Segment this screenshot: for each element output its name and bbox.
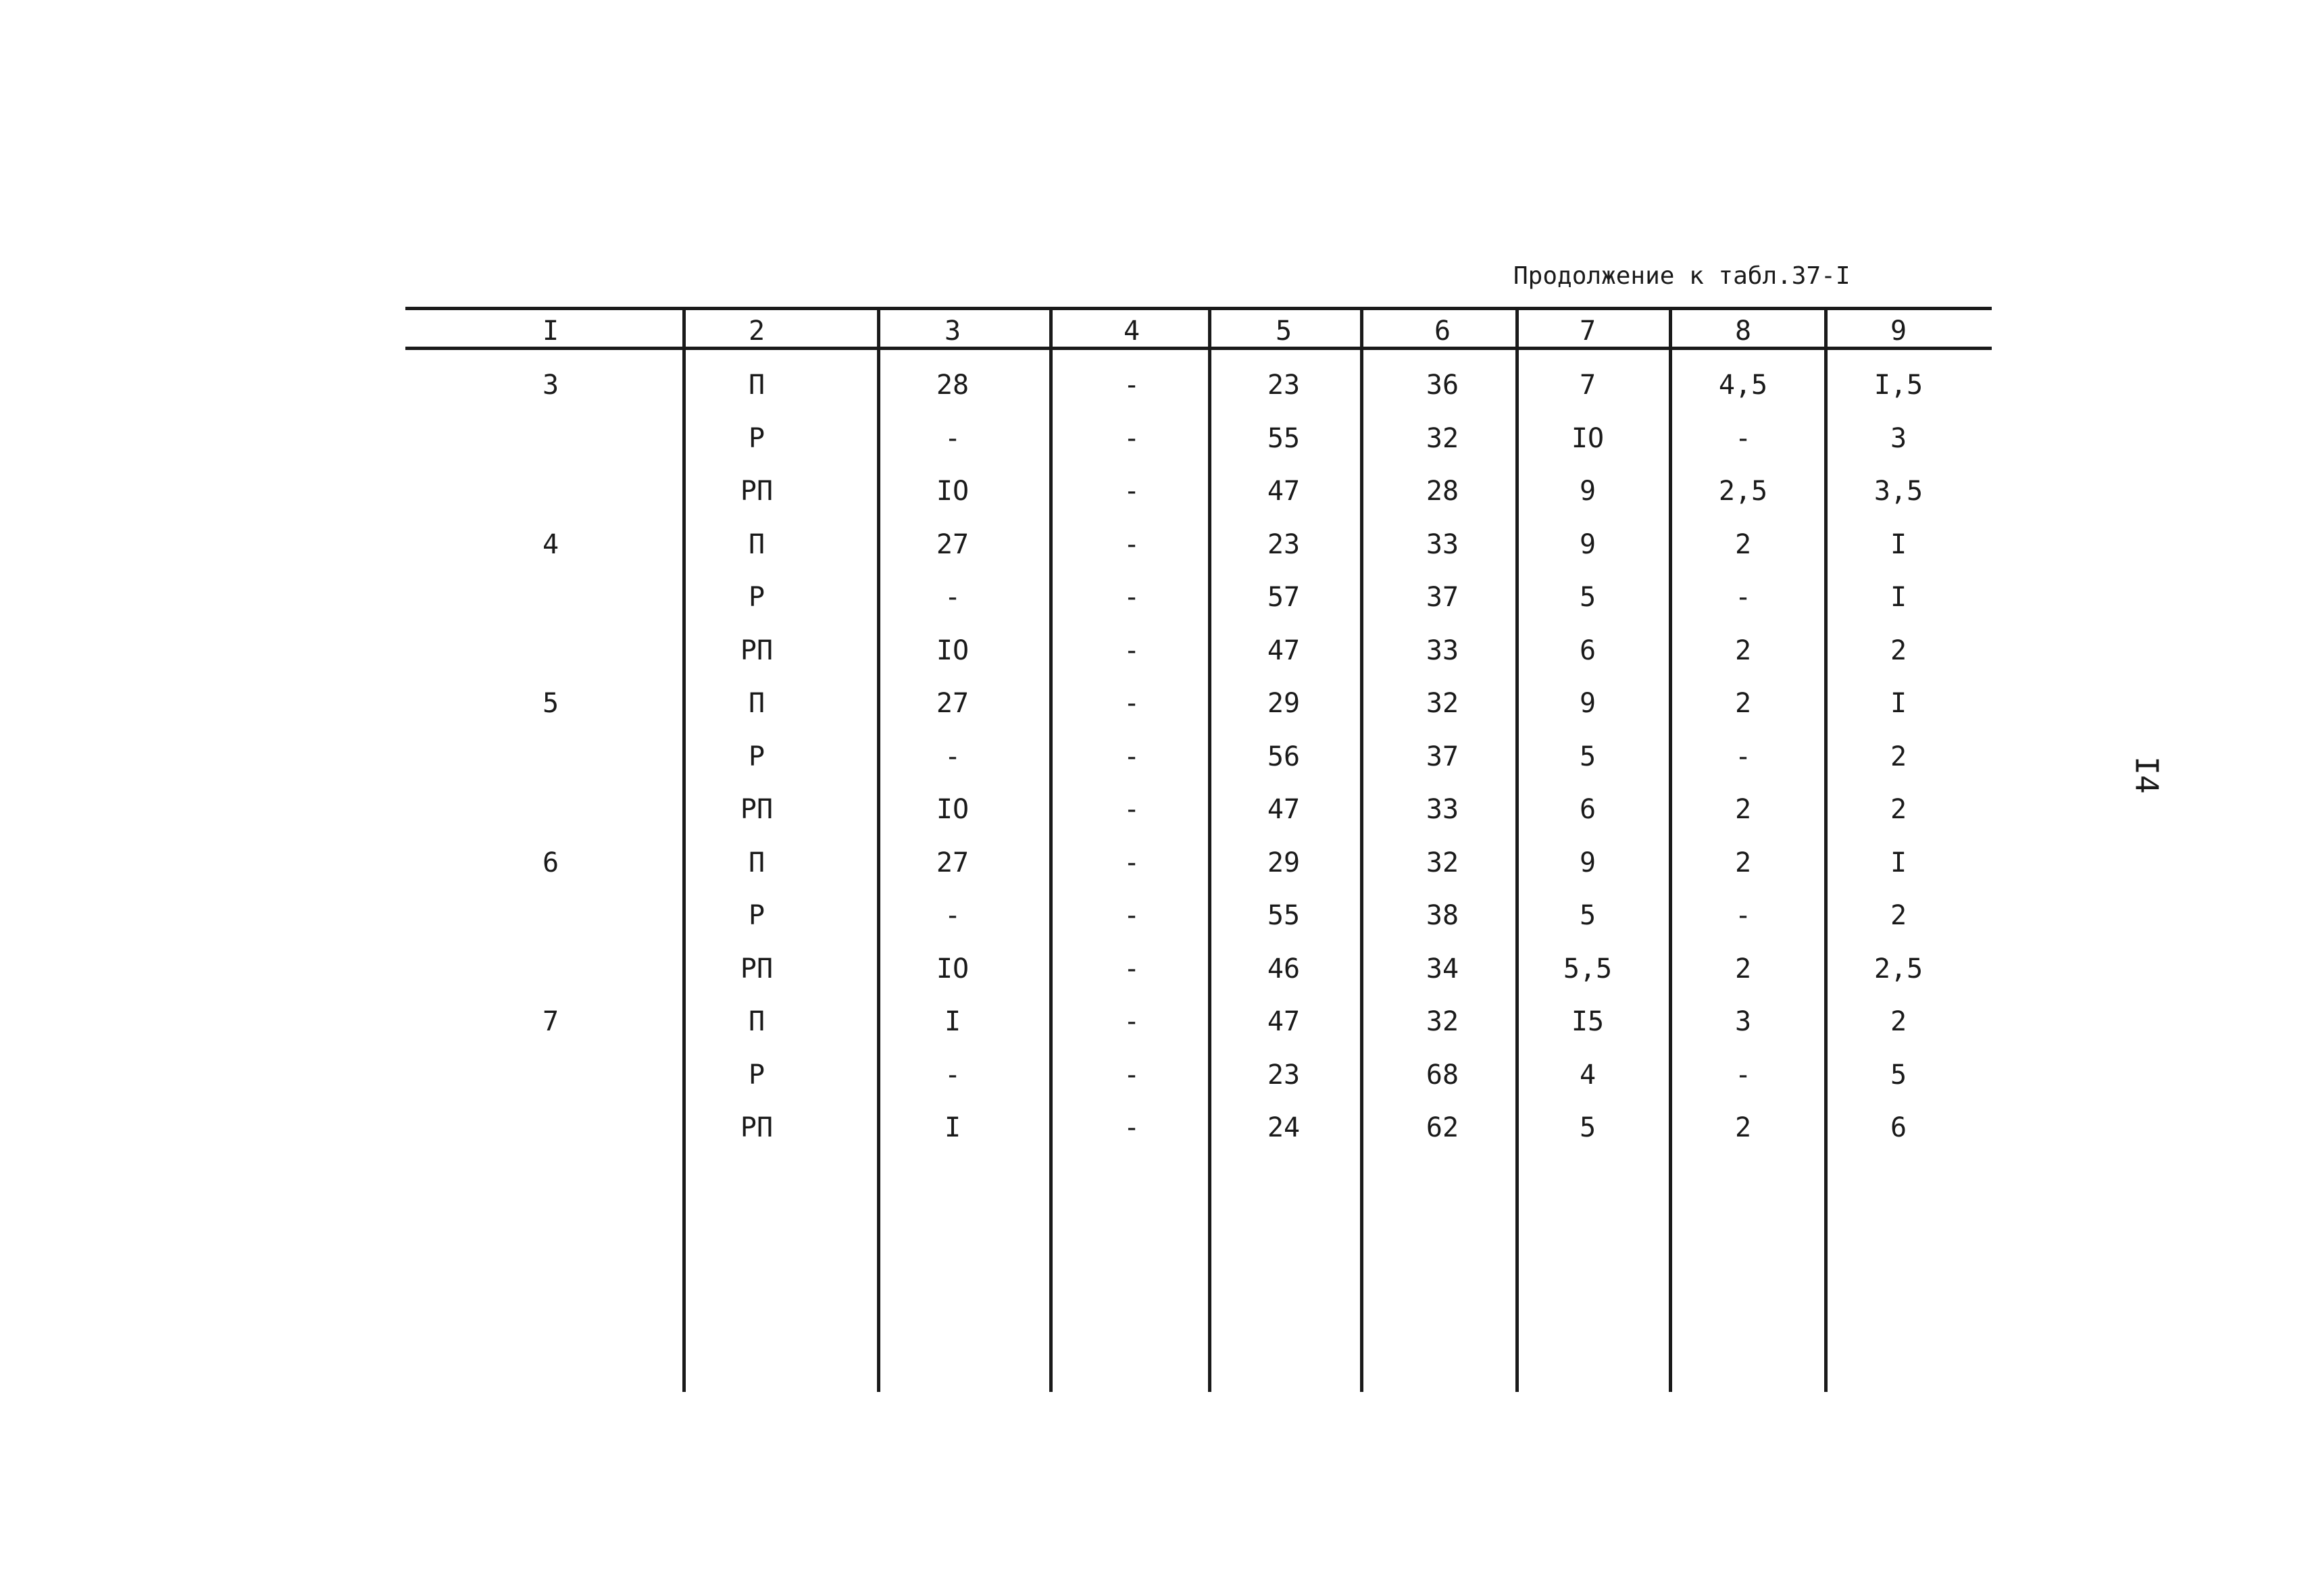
table-cell: I [1890, 847, 1907, 878]
table-cell: П [748, 847, 765, 878]
table-cell: 37 [1426, 582, 1459, 613]
table-cell: - [1123, 370, 1140, 401]
table-cell: 9 [1579, 528, 1596, 560]
table-cell: 47 [1267, 1006, 1301, 1037]
table-cell: 28 [1426, 476, 1459, 507]
table-cell: - [1734, 422, 1752, 454]
table-cell: 27 [936, 528, 970, 560]
table-cell: 33 [1426, 794, 1459, 825]
table-cell: 62 [1426, 1112, 1459, 1143]
table-cell: 9 [1579, 476, 1596, 507]
table-cell: - [1123, 794, 1140, 825]
column-divider [1669, 307, 1672, 1392]
table-cell: 6 [1579, 794, 1596, 825]
column-divider [1208, 307, 1211, 1392]
table-cell: 6 [1579, 634, 1596, 666]
column-divider [1824, 307, 1828, 1392]
table-cell: 5 [1579, 582, 1596, 613]
table-cell: П [748, 688, 765, 719]
table-cell: 47 [1267, 794, 1301, 825]
table-cell: - [1123, 953, 1140, 984]
table-cell: I [944, 1006, 961, 1037]
table-cell: IO [936, 953, 970, 984]
table-cell: 5,5 [1563, 953, 1613, 984]
table-cell: - [944, 1059, 961, 1091]
table-cell: 2 [1734, 847, 1752, 878]
column-header: 9 [1890, 316, 1907, 347]
column-divider [1515, 307, 1519, 1392]
table-cell: 7 [1579, 370, 1596, 401]
table-cell: 55 [1267, 900, 1301, 931]
table-cell: 33 [1426, 634, 1459, 666]
table-cell: 3 [542, 370, 559, 401]
table-cell: П [748, 370, 765, 401]
table-cell: - [1123, 634, 1140, 666]
column-header: 4 [1123, 316, 1140, 347]
column-divider [877, 307, 880, 1392]
table-cell: 2,5 [1873, 953, 1923, 984]
table-cell: 28 [936, 370, 970, 401]
table-cell: 27 [936, 688, 970, 719]
table-cell: 32 [1426, 847, 1459, 878]
table-cell: 55 [1267, 422, 1301, 454]
table-cell: 5 [1579, 1112, 1596, 1143]
table-cell: 2 [1734, 1112, 1752, 1143]
table-cell: 6 [542, 847, 559, 878]
table-cell: 23 [1267, 1059, 1301, 1091]
table-cell: IO [936, 634, 970, 666]
table-cell: 4 [1579, 1059, 1596, 1091]
table-cell: П [748, 528, 765, 560]
table-cell: - [1123, 900, 1140, 931]
column-header: 3 [944, 316, 961, 347]
table-cell: 3,5 [1873, 476, 1923, 507]
table-cell: 5 [542, 688, 559, 719]
table-cell: IO [1571, 422, 1605, 454]
table-cell: Р [748, 900, 765, 931]
table-cell: 3 [1890, 422, 1907, 454]
table-cell: 4 [542, 528, 559, 560]
table-cell: I5 [1571, 1006, 1605, 1037]
table-cell: - [1734, 900, 1752, 931]
table-cell: 2 [1890, 900, 1907, 931]
table-cell: IO [936, 794, 970, 825]
table-cell: - [1123, 1006, 1140, 1037]
table-cell: 47 [1267, 476, 1301, 507]
table-cell: - [1123, 741, 1140, 772]
column-header: 2 [748, 316, 765, 347]
table-cell: РП [740, 953, 774, 984]
table-cell: РП [740, 1112, 774, 1143]
table-cell: - [1123, 688, 1140, 719]
page-number: I4 [2128, 756, 2165, 794]
table-cell: 7 [542, 1006, 559, 1037]
table-cell: Р [748, 1059, 765, 1091]
table-cell: 68 [1426, 1059, 1459, 1091]
table-cell: 6 [1890, 1112, 1907, 1143]
column-divider [1360, 307, 1363, 1392]
table-cell: - [1123, 528, 1140, 560]
table-cell: 36 [1426, 370, 1459, 401]
header-top-rule [405, 307, 1992, 310]
column-header: 8 [1734, 316, 1752, 347]
table-cell: I [1890, 582, 1907, 613]
table-cell: 57 [1267, 582, 1301, 613]
table-cell: 2 [1890, 634, 1907, 666]
table-cell: I [1890, 528, 1907, 560]
table-cell: 2,5 [1718, 476, 1768, 507]
table-cell: 32 [1426, 688, 1459, 719]
table-cell: Р [748, 422, 765, 454]
table-cell: 32 [1426, 422, 1459, 454]
column-divider [1049, 307, 1053, 1392]
table-cell: 4,5 [1718, 370, 1768, 401]
table-cell: Р [748, 582, 765, 613]
table-cell: - [1123, 1112, 1140, 1143]
table-cell: I [1890, 688, 1907, 719]
table-cell: 2 [1734, 528, 1752, 560]
table-cell: 2 [1734, 688, 1752, 719]
table-cell: 27 [936, 847, 970, 878]
table-cell: РП [740, 634, 774, 666]
table-cell: 24 [1267, 1112, 1301, 1143]
table-cell: РП [740, 476, 774, 507]
table-cell: 5 [1579, 900, 1596, 931]
table-cell: I,5 [1873, 370, 1923, 401]
table-cell: П [748, 1006, 765, 1037]
table-cell: - [1123, 1059, 1140, 1091]
table-cell: 5 [1890, 1059, 1907, 1091]
column-header: 7 [1579, 316, 1596, 347]
table-cell: 23 [1267, 528, 1301, 560]
table-cell: - [1734, 582, 1752, 613]
table-cell: 32 [1426, 1006, 1459, 1037]
table-cell: 29 [1267, 847, 1301, 878]
table-cell: I [944, 1112, 961, 1143]
table-cell: - [944, 900, 961, 931]
table-cell: 38 [1426, 900, 1459, 931]
column-header: 6 [1434, 316, 1451, 347]
table-cell: 3 [1734, 1006, 1752, 1037]
table-cell: 9 [1579, 847, 1596, 878]
table-cell: 56 [1267, 741, 1301, 772]
table-cell: - [944, 741, 961, 772]
table-cell: 34 [1426, 953, 1459, 984]
table-cell: 9 [1579, 688, 1596, 719]
table-caption: Продолжение к табл.37-I [1513, 262, 1851, 290]
table-cell: - [1123, 847, 1140, 878]
table-cell: 2 [1890, 794, 1907, 825]
table-cell: 29 [1267, 688, 1301, 719]
table-cell: 2 [1734, 953, 1752, 984]
table-cell: 2 [1890, 741, 1907, 772]
table-cell: 5 [1579, 741, 1596, 772]
table-cell: 23 [1267, 370, 1301, 401]
column-header: 5 [1275, 316, 1292, 347]
table-cell: - [1734, 741, 1752, 772]
table-cell: IO [936, 476, 970, 507]
table-cell: - [1123, 476, 1140, 507]
table-cell: - [1123, 422, 1140, 454]
column-header: I [542, 316, 559, 347]
table-cell: 2 [1890, 1006, 1907, 1037]
column-divider [682, 307, 686, 1392]
table-cell: 46 [1267, 953, 1301, 984]
table-cell: 33 [1426, 528, 1459, 560]
table-cell: - [1123, 582, 1140, 613]
table-cell: РП [740, 794, 774, 825]
table-cell: 47 [1267, 634, 1301, 666]
table-cell: - [1734, 1059, 1752, 1091]
table-cell: 37 [1426, 741, 1459, 772]
table-cell: Р [748, 741, 765, 772]
table-cell: 2 [1734, 794, 1752, 825]
table-cell: - [944, 422, 961, 454]
table-cell: - [944, 582, 961, 613]
table-cell: 2 [1734, 634, 1752, 666]
